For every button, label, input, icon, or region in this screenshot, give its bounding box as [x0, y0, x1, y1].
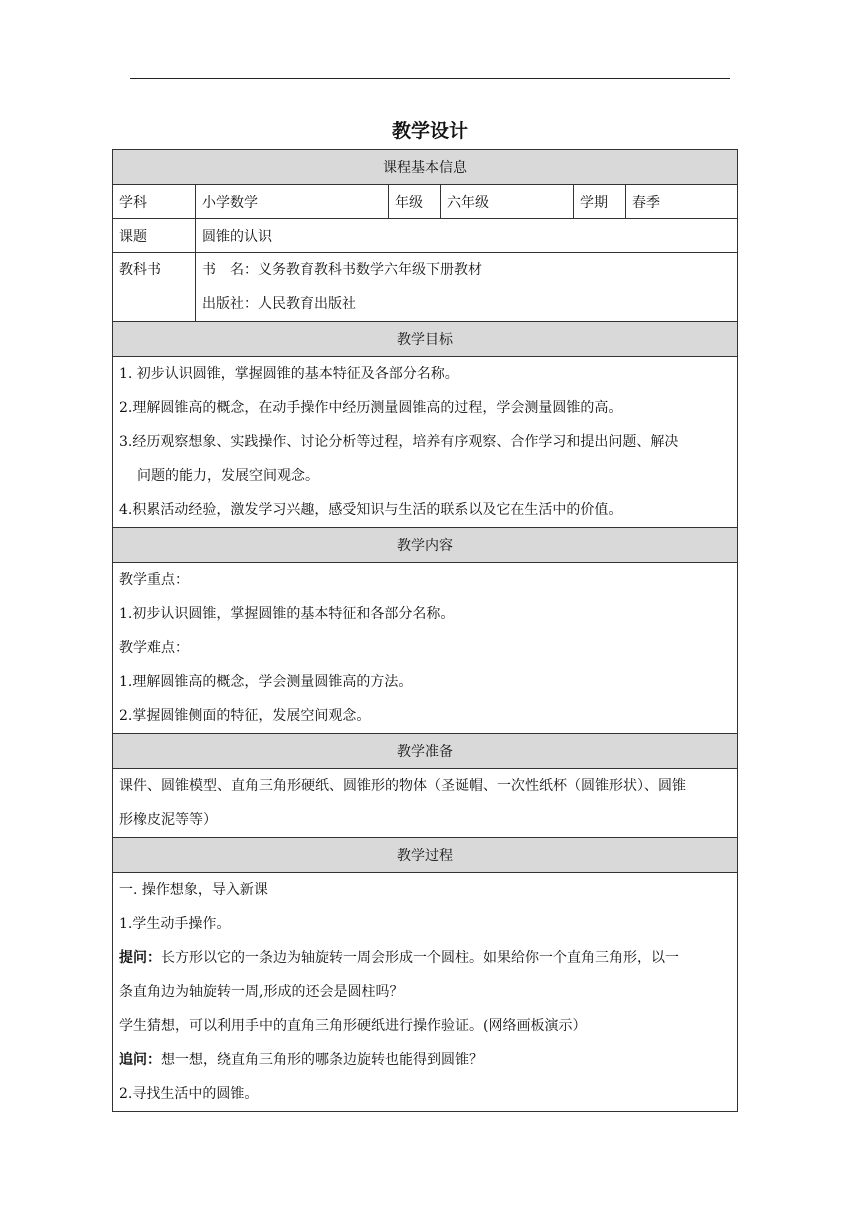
prep-line: 课件、圆锥模型、直角三角形硬纸、圆锥形的物体（圣诞帽、一次性纸杯（圆锥形状）、圆锥 [119, 778, 686, 794]
process-header-row [113, 838, 738, 873]
question-text: 长方形以它的一条边为轴旋转一周会形成一个圆柱。如果给你一个直角三角形，以一 [161, 950, 679, 966]
section-header-goals: 教学目标 [113, 322, 738, 357]
textbook-book-line: 书 名：义务教育教科书数学六年级下册教材 [202, 262, 482, 278]
grade-value: 六年级 [441, 185, 574, 219]
goals-content [113, 357, 738, 528]
goal-item: 3.经历观察想象、实践操作、讨论分析等过程，培养有序观察、合作学习和提出问题、解决 [119, 434, 679, 450]
content-row [113, 563, 738, 734]
content-body [113, 563, 738, 734]
question-label: 提问： [119, 950, 161, 966]
goal-item: 2.理解圆锥高的概念，在动手操作中经历测量圆锥高的过程，学会测量圆锥的高。 [119, 400, 623, 416]
prep-body [113, 769, 738, 838]
header-rule [130, 78, 730, 79]
key-points-label: 教学重点： [119, 572, 189, 588]
followup-paragraph [119, 1043, 731, 1077]
lesson-plan-table [112, 149, 738, 1112]
textbook-value [196, 253, 738, 322]
textbook-label: 教科书 [119, 262, 161, 278]
goal-item: 4.积累活动经验，激发学习兴趣，感受知识与生活的联系以及它在生活中的价值。 [119, 502, 623, 518]
process-section-title: 一. 操作想象，导入新课 [119, 882, 268, 898]
goals-header-row [113, 322, 738, 357]
goal-item-continuation: 问题的能力，发展空间观念。 [137, 468, 319, 484]
difficulty-item: 1.理解圆锥高的概念，学会测量圆锥高的方法。 [119, 674, 413, 690]
prep-header-row [113, 734, 738, 769]
subject-value: 小学数学 [196, 185, 389, 219]
goals-row [113, 357, 738, 528]
question-continuation: 条直角边为轴旋转一周,形成的还会是圆柱吗？ [119, 984, 404, 1000]
question-paragraph [119, 941, 731, 975]
goal-item: 1. 初步认识圆锥，掌握圆锥的基本特征及各部分名称。 [119, 366, 459, 382]
followup-label: 追问： [119, 1052, 161, 1068]
term-value: 春季 [626, 185, 738, 219]
followup-text: 想一想，绕直角三角形的哪条边旋转也能得到圆锥？ [161, 1052, 483, 1068]
prep-line: 形橡皮泥等等） [119, 812, 217, 828]
topic-value: 圆锥的认识 [196, 219, 738, 253]
process-step: 1.学生动手操作。 [119, 916, 231, 932]
textbook-row [113, 253, 738, 322]
difficulty-item: 2.掌握圆锥侧面的特征，发展空间观念。 [119, 708, 371, 724]
subject-row [113, 185, 738, 219]
section-header-process: 教学过程 [113, 838, 738, 873]
difficulties-label: 教学难点： [119, 640, 189, 656]
prep-row [113, 769, 738, 838]
section-header-content: 教学内容 [113, 528, 738, 563]
grade-label: 年级 [389, 185, 441, 219]
process-step: 2.寻找生活中的圆锥。 [119, 1086, 259, 1102]
content-header-row [113, 528, 738, 563]
subject-label: 学科 [113, 185, 196, 219]
key-point-item: 1.初步认识圆锥，掌握圆锥的基本特征和各部分名称。 [119, 606, 455, 622]
guess-text: 学生猜想，可以利用手中的直角三角形硬纸进行操作验证。(网络画板演示） [119, 1018, 587, 1034]
topic-row [113, 219, 738, 253]
textbook-publisher-line: 出版社：人民教育出版社 [202, 296, 356, 312]
section-header-prep: 教学准备 [113, 734, 738, 769]
process-body [113, 873, 738, 1112]
topic-label: 课题 [113, 219, 196, 253]
basic-info-header-row [113, 150, 738, 185]
term-label: 学期 [574, 185, 626, 219]
process-row [113, 873, 738, 1112]
section-header-basic-info: 课程基本信息 [113, 150, 738, 185]
document-title: 教学设计 [391, 120, 468, 142]
